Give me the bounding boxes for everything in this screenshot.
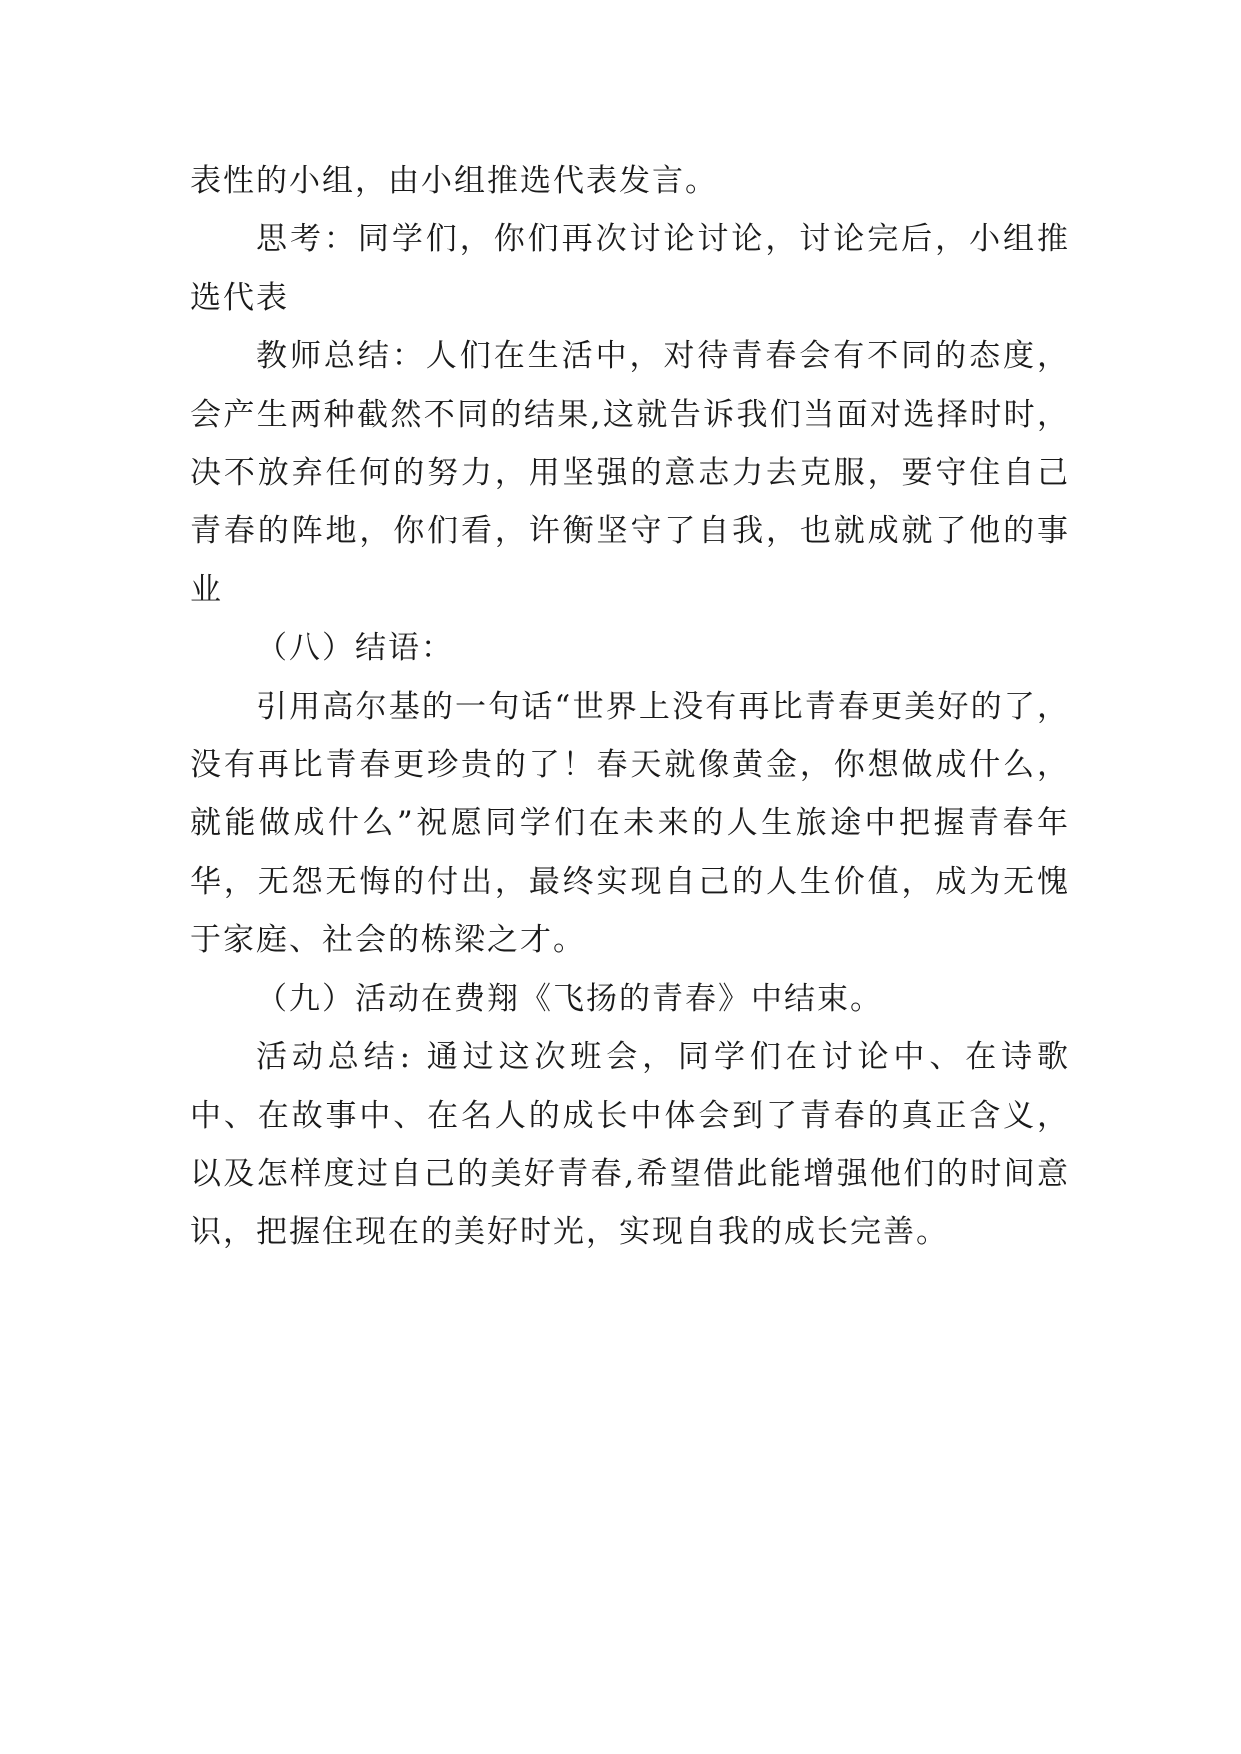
paragraph-thinking: 思考：同学们，你们再次讨论讨论，讨论完后，小组推选代表 [190,221,1070,316]
document-body [190,152,1070,1262]
paragraph-continuation: 表性的小组，由小组推选代表发言。 [190,163,718,199]
paragraph-gorky-quote: 引用高尔基的一句话“世界上没有再比青春更美好的了，没有再比青春更珍贵的了！春天就像黄金，你想做成什么，就能做成什么”祝愿同学们在未来的人生旅途中把握青春年华，无怨无悔的付出，最终实现自己的人生价值，成为无愧于家庭、社会的栋梁之才。 [190,688,1070,959]
section-heading-ending: （九）活动在费翔《飞扬的青春》中结束。 [256,980,883,1017]
paragraph-teacher-summary: 教师总结：人们在生活中，对待青春会有不同的态度，会产生两种截然不同的结果,这就告诉我们当面对选择时时，决不放弃任何的努力，用坚强的意志力去克服，要守住自己青春的阵地，你们看，许衡坚守了自我，也就成就了他的事业 [190,338,1070,608]
section-heading-conclusion: （八）结语： [256,630,454,667]
paragraph-activity-summary: 活动总结: 通过这次班会，同学们在讨论中、在诗歌中、在故事中、在名人的成长中体会到了青春的真正含义，以及怎样度过自己的美好青春,希望借此能增强他们的时间意识，把握住现在的美好时光，实现自我的成长完善。 [190,1039,1070,1251]
